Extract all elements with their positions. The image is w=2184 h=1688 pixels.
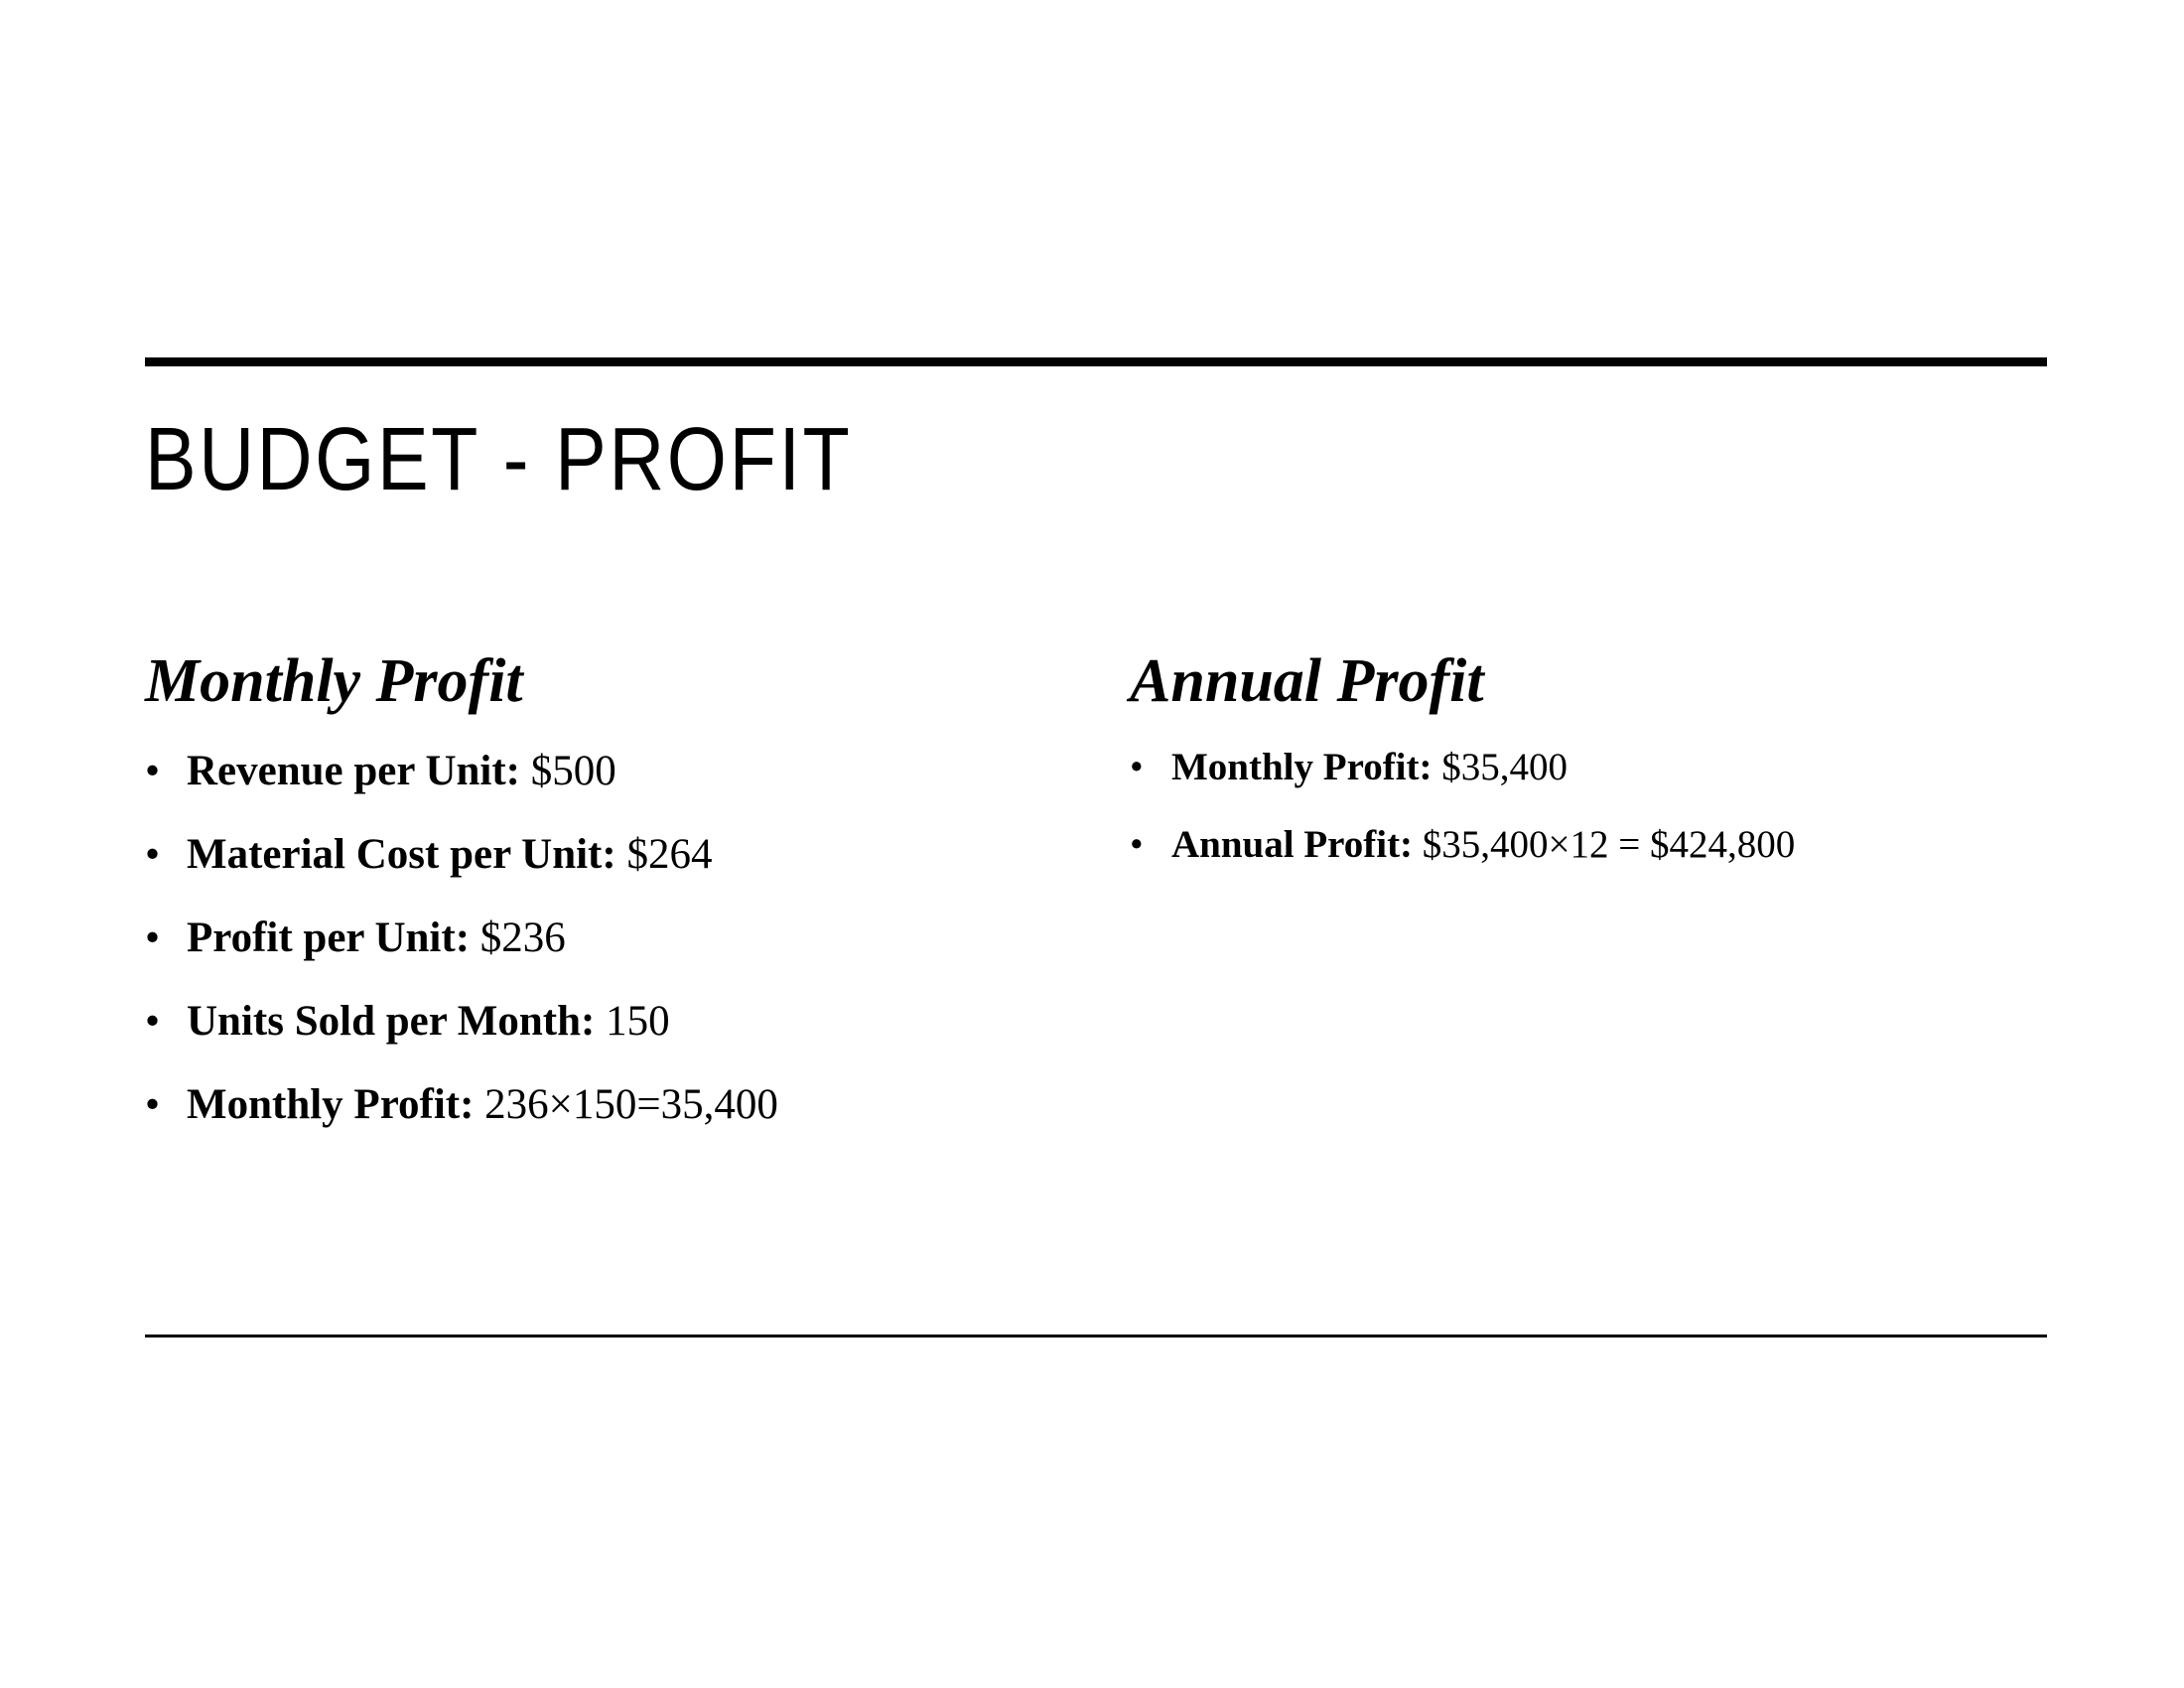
bullet-icon: • xyxy=(145,914,161,961)
bullet-icon: • xyxy=(145,1081,161,1128)
list-item xyxy=(1130,745,2043,790)
annual-profit-list xyxy=(1130,745,2043,868)
list-item xyxy=(145,830,1098,880)
top-divider xyxy=(145,357,2047,366)
bullet-icon: • xyxy=(145,748,161,794)
item-label: Monthly Profit: xyxy=(187,1081,475,1128)
item-value: $500 xyxy=(520,748,616,794)
item-label: Profit per Unit: xyxy=(187,914,471,961)
item-label: Material Cost per Unit: xyxy=(187,831,616,878)
item-value: $264 xyxy=(615,831,713,878)
item-label: Monthly Profit: xyxy=(1171,746,1433,788)
item-label: Revenue per Unit: xyxy=(187,748,521,794)
monthly-profit-section xyxy=(145,645,1098,1164)
item-value: $35,400 xyxy=(1432,746,1568,788)
bullet-icon: • xyxy=(1130,823,1144,866)
item-label: Units Sold per Month: xyxy=(187,998,596,1045)
item-value: 150 xyxy=(595,998,670,1045)
bullet-icon: • xyxy=(145,998,161,1045)
annual-profit-heading: Annual Profit xyxy=(1130,647,1484,715)
item-value: 236×150=35,400 xyxy=(474,1081,778,1128)
bullet-icon: • xyxy=(1130,746,1144,788)
bullet-icon: • xyxy=(145,831,161,878)
list-item xyxy=(145,1080,1098,1130)
slide-title: BUDGET - PROFIT xyxy=(145,410,853,509)
item-value: $35,400×12 = $424,800 xyxy=(1413,823,1796,866)
list-item xyxy=(145,914,1098,963)
monthly-profit-heading: Monthly Profit xyxy=(145,647,523,715)
annual-profit-section xyxy=(1130,645,2043,900)
item-value: $236 xyxy=(470,914,566,961)
item-label: Annual Profit: xyxy=(1171,823,1414,866)
list-item xyxy=(1130,822,2043,868)
bottom-divider xyxy=(145,1335,2047,1337)
list-item xyxy=(145,747,1098,796)
monthly-profit-list xyxy=(145,747,1098,1130)
list-item xyxy=(145,997,1098,1047)
